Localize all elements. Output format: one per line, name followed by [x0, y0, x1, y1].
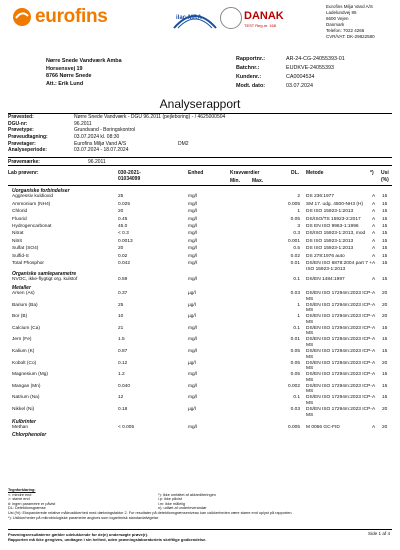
bottom-disclaimer [8, 529, 392, 542]
company-line: Ladelundvej 85 [326, 10, 357, 15]
accreditation-flag: A [372, 194, 376, 200]
accreditation-flag: A [372, 209, 376, 215]
table-row [8, 407, 392, 419]
table-row [8, 384, 392, 396]
uncertainty: 15 [382, 395, 388, 401]
th-dl: DL. [291, 170, 300, 176]
th-min: Min. [230, 178, 240, 184]
result-value: 20 [118, 209, 124, 215]
detection-limit: 1 [297, 314, 300, 320]
accreditation-flag: A [372, 425, 376, 430]
th-uncert-pct: (%) [381, 177, 389, 183]
detection-limit: 0.005 [287, 425, 300, 430]
accreditation-flag: A [372, 314, 376, 320]
result-value: 0.59 [118, 277, 128, 283]
eurofins-logo [12, 6, 108, 28]
result-value: 20 [118, 246, 124, 252]
info-row [8, 127, 392, 134]
report-meta-value: AR-24-CG-24055393-01 [286, 56, 345, 63]
sample-mark-row [8, 157, 392, 166]
company-line: Danmark [326, 22, 345, 27]
method: DS/EN ISO 17294m:2023 ICP-MS [306, 302, 372, 314]
accreditation-flag: A [372, 231, 376, 237]
unit: mg/l [188, 277, 198, 283]
uncertainty: 20 [382, 291, 388, 297]
uncertainty: 15 [382, 201, 388, 207]
address-line: 8766 Nørre Snede [46, 73, 92, 79]
table-row [8, 372, 392, 384]
info-row [8, 147, 392, 154]
method: DS/EN 1484:1997 [306, 277, 345, 283]
report-meta-row [236, 73, 391, 82]
address-line: Att.: Erik Lund [46, 80, 84, 87]
method: DS/EN ISO 17294m:2023 ICP-MS [306, 395, 372, 407]
th-lab: Lab prøvenr: [8, 170, 39, 176]
ilac-text: ilac-MRA [176, 15, 202, 21]
accreditation-flag: A [372, 372, 376, 378]
info-label: Analyseperiode: [8, 147, 47, 154]
report-meta-row [236, 64, 391, 73]
report-meta-label: Kundenr.: [236, 73, 262, 80]
unit: mg/l [188, 325, 198, 331]
company-address [326, 4, 398, 40]
param-name: Calcium (Ca) [12, 325, 40, 331]
detection-limit: 1 [297, 302, 300, 308]
method: DS ISO 15923-1:2013 [306, 246, 354, 252]
table-row [8, 326, 392, 338]
disclaimer-1: Prøvningsresultaterne gælder udelukkende for de(n) undersøgte prøve(r). [8, 531, 149, 537]
param-name: Natrium (Na) [12, 395, 40, 401]
th-lab-id1: 030-2021- [118, 170, 141, 176]
result-value: 12 [118, 395, 124, 401]
detection-limit: 0.02 [290, 253, 300, 259]
param-name: Chlorid [12, 209, 28, 215]
report-meta-label: Rapportnr.: [236, 56, 266, 63]
param-name: NVOC, ikke-flygtigt org. kulstof [12, 277, 78, 283]
uncertainty: 15 [382, 238, 388, 244]
result-value: 0.0013 [118, 238, 133, 244]
result-value: 0.45 [118, 216, 128, 222]
uncert-note: Usi (%): Ekspanderede relative måleusikkerhed med dækningsfaktor 2. For resultater på detektionsgrænseniveau kan usikkerheden være større end oplyst på rapporten. [8, 510, 293, 515]
method: DS/EN ISO 17294m:2023 ICP-MS [306, 291, 372, 302]
info-value: Grundvand - Boringskontrol [74, 127, 136, 134]
uncertainty: 15 [382, 209, 388, 215]
unit: mg/l [188, 223, 198, 229]
uncertainty: 15 [382, 325, 388, 331]
accreditation-flag: A [372, 253, 376, 259]
result-value: 0.18 [118, 407, 128, 413]
unit: mg/l [188, 337, 198, 343]
unit: mg/l [188, 209, 198, 215]
method: DS/EN ISO 17294m:2023 ICP-MS [306, 337, 372, 349]
legend-item: *): Ikke omfattet af akkrediteringen [158, 492, 216, 497]
th-accr: *) [370, 170, 374, 176]
footnotes [8, 488, 392, 520]
unit: mg/l [188, 383, 198, 389]
info-value: Eurofins Miljø Vand A/S [74, 140, 127, 147]
accreditation-flag: A [372, 383, 376, 389]
legend-item: n): udført af underleverandør [158, 506, 207, 511]
result-value: 0.040 [118, 383, 131, 389]
sample-info [8, 113, 392, 154]
method: DS/EN ISO 17294m:2023 ICP-MS [306, 314, 372, 325]
accreditation-flag: A [372, 337, 376, 343]
uncertainty: 15 [382, 216, 388, 222]
accreditation-flag: A [372, 238, 376, 244]
result-value: 1.2 [118, 372, 125, 378]
uncertainty: 15 [382, 372, 388, 378]
page-title: Analyserapport [159, 97, 241, 111]
micro-note: *): Usikkerheder på mikrobiologiske parametre angives som logaritmisk standardafvigelse [8, 515, 159, 520]
uncertainty: 20 [382, 360, 388, 366]
accreditation-flag: A [372, 260, 376, 266]
section-heading: Kulbrinter [12, 418, 36, 425]
detection-limit: 0.05 [290, 216, 300, 222]
info-value: 03.07.2024 - 18.07.2024 [74, 147, 129, 154]
info-label: Prøvetager: [8, 140, 36, 147]
th-method: Metode [306, 170, 324, 176]
table-row [8, 246, 392, 253]
method: DS/EN ISO 17294m:2023 ICP-MS [306, 407, 372, 418]
method: DS/EN ISO 17294m:2023 ICP-MS [306, 325, 372, 337]
unit: mg/l [188, 395, 198, 401]
uncertainty: 20 [382, 314, 388, 320]
legend-item: DL: Detektionsgrænse [8, 506, 46, 511]
param-name: Sulfid-S [12, 253, 29, 259]
table-row [8, 395, 392, 407]
report-meta-value: CA0004534 [286, 73, 315, 80]
results-table [8, 188, 392, 439]
unit: mg/l [188, 194, 198, 200]
detection-limit: 0.1 [293, 325, 300, 331]
danak-sub: TEST Reg.nr. 168 [244, 23, 276, 28]
company-line: CVR/VAT: DK-29822580 [326, 34, 375, 39]
info-label: Prøvested: [8, 114, 34, 121]
param-name: Arsen (As) [12, 291, 35, 297]
logo-text: eurofins [35, 6, 108, 27]
param-name: Methan [12, 425, 28, 430]
method: DS/EN ISO 17294m:2023 ICP-MS [306, 383, 372, 395]
address-line: Nørre Snede Vandværk Amba [46, 58, 122, 64]
legend-left [8, 493, 108, 511]
uncertainty: 15 [382, 223, 388, 229]
detection-limit: 0.03 [290, 291, 300, 297]
info-value: Nørre Snede Vandværk - DGU 96.2011 (pejleboring) - / 4625000504 [74, 114, 226, 121]
table-header [8, 168, 392, 186]
info-label: DGU-nr: [8, 120, 28, 127]
legend-item: #: ingen parametre er påvist [8, 501, 56, 506]
unit: µg/l [188, 407, 196, 413]
result-value: 1.5 [118, 337, 125, 343]
result-value: 45.0 [118, 223, 128, 229]
info-value: 03.07.2024 kl. 08:30 [74, 134, 120, 141]
method: SM 17. udg. 4500-NH3 (H) [306, 201, 364, 207]
method: DS ISO 15923-1:2013 [306, 238, 354, 244]
table-row [8, 217, 392, 224]
company-line: Telefon: 7022 4266 [326, 28, 365, 33]
legend-item: <: mindre end [8, 492, 32, 497]
uncertainty: 15 [382, 383, 388, 389]
section-heading: Chlorphenoler [12, 432, 47, 439]
accreditation-flag: A [372, 201, 376, 207]
accreditation-flag: A [372, 349, 376, 355]
uncertainty: 15 [382, 277, 388, 283]
info-row [8, 114, 392, 121]
param-name: Hydrogencarbonat [12, 223, 52, 229]
param-name: Kobolt (Co) [12, 360, 37, 366]
info-label: Prøvetype: [8, 127, 34, 134]
detection-limit: 0.1 [293, 277, 300, 283]
eurofins-logo-icon [12, 7, 32, 27]
unit: µg/l [188, 291, 196, 297]
legend-heading: Tegnforklaring: [8, 488, 36, 492]
unit: mg/l [188, 260, 198, 266]
unit: mg/l [188, 246, 198, 252]
result-value: 0.025 [118, 201, 131, 207]
detection-limit: 0.5 [293, 246, 300, 252]
result-value: 25 [118, 194, 124, 200]
param-name: Jern (Fe) [12, 337, 32, 343]
accreditation-flag: A [372, 216, 376, 222]
uncertainty: 20 [382, 407, 388, 413]
method: DS 278:1976 auto [306, 253, 345, 259]
unit: µg/l [188, 314, 196, 320]
unit: mg/l [188, 231, 198, 237]
detection-limit: 3 [297, 223, 300, 229]
disclaimer-2: Rapporten må ikke gengives, undtagen i sin helhed, uden prøvningslaboratoriets skriftlige godkendelse. [8, 536, 207, 542]
detection-limit: 0.002 [287, 383, 300, 389]
danak-logo: DANAK [244, 10, 284, 22]
report-meta-row [236, 55, 391, 64]
report-meta-value: EUDKVE-24055393 [286, 65, 334, 72]
info-label: Prøveudtagning: [8, 134, 48, 141]
unit: µg/l [188, 360, 196, 366]
method: DS/ISO/TS 15923-2:2017 [306, 216, 361, 222]
accreditation-flag: A [372, 277, 376, 283]
result-value: 0.042 [118, 260, 131, 266]
company-line: 6600 Vejen [326, 16, 349, 21]
detection-limit: 0.001 [287, 238, 300, 244]
method: DS ISO 15923-1:2013 [306, 209, 354, 215]
unit: mg/l [188, 201, 198, 207]
uncertainty: 20 [382, 425, 388, 430]
unit: mg/l [188, 253, 198, 259]
legend-item: i.m: ikke målelig [158, 501, 186, 506]
info-value: 96.2011 [74, 120, 92, 127]
legend-right [158, 493, 216, 511]
th-limits: Kravværdier [230, 170, 260, 176]
param-name: Total Phosphor [12, 260, 44, 266]
table-row [8, 261, 392, 271]
report-meta [236, 55, 391, 90]
table-row [8, 209, 392, 216]
detection-limit: 0.03 [290, 407, 300, 413]
table-row [8, 314, 392, 326]
report-meta-value: 03.07.2024 [286, 82, 313, 89]
recipient-address [46, 58, 122, 88]
param-name: Bor (B) [12, 314, 28, 320]
unit: mg/l [188, 238, 198, 244]
section-heading: Uorganiske forbindelser [12, 188, 70, 194]
param-name: Mangan (Mn) [12, 383, 41, 389]
uncertainty: 15 [382, 231, 388, 237]
accreditation-flag: A [372, 360, 376, 366]
table-row [8, 277, 392, 284]
sample-mark-label: Prøvemærke: [8, 158, 40, 165]
param-name: Nitrit [12, 238, 22, 244]
table-row [8, 291, 392, 303]
detection-limit: 0.01 [290, 260, 300, 266]
result-value: < 0.005 [118, 425, 135, 430]
uncertainty: 15 [382, 260, 388, 266]
uncertainty: 15 [382, 246, 388, 252]
result-value: 10 [118, 314, 124, 320]
address-line: Horsensvej 19 [46, 65, 83, 72]
detection-limit: 0.3 [293, 231, 300, 237]
unit: µg/l [188, 302, 196, 308]
method: DS EN ISO 9963-1:1996 [306, 223, 359, 229]
param-name: Fluorid [12, 216, 27, 222]
param-name: Sulfat (SO4) [12, 246, 39, 252]
uncertainty: 20 [382, 302, 388, 308]
table-row [8, 194, 392, 201]
legend-item: i.p: ikke påvist [158, 497, 182, 502]
unit: mg/l [188, 216, 198, 222]
info-row [8, 121, 392, 128]
accreditation-flag: A [372, 246, 376, 252]
detection-limit: 0.05 [290, 360, 300, 366]
uncertainty: 15 [382, 337, 388, 343]
section-heading: Metaller [12, 284, 31, 291]
report-meta-row [236, 81, 391, 90]
result-value: 0.12 [118, 360, 128, 366]
method: M 0066 GC-FID [306, 425, 340, 430]
result-value: 25 [118, 302, 124, 308]
info-extra: DM2 [178, 140, 189, 147]
result-value: 0.02 [118, 253, 128, 259]
report-meta-label: Modt. dato: [236, 82, 266, 89]
accreditation-flag: A [372, 291, 376, 297]
th-lab-id2: 01034099 [118, 176, 141, 182]
detection-limit: 0.05 [290, 349, 300, 355]
accreditation-flag: A [372, 223, 376, 229]
table-row [8, 425, 392, 432]
table-row [8, 231, 392, 238]
unit: mg/l [188, 372, 198, 378]
method: DS 236:1977 [306, 194, 335, 200]
result-value: 21 [118, 325, 124, 331]
detection-limit: 0.05 [290, 372, 300, 378]
accreditation-flag: A [372, 395, 376, 401]
detection-limit: 2 [297, 194, 300, 200]
param-name: Magnesium (Mg) [12, 372, 48, 378]
result-value: 0.87 [118, 349, 128, 355]
param-name: Ammonium (NH4) [12, 201, 51, 207]
param-name: Barium (Ba) [12, 302, 38, 308]
table-row [8, 349, 392, 361]
accreditation-flag: A [372, 302, 376, 308]
sample-mark-value: 96.2011 [88, 158, 106, 165]
result-value: < 0.3 [118, 231, 129, 237]
th-uncert: Usi [381, 170, 389, 176]
uncertainty: 15 [382, 194, 388, 200]
company-line: Eurofins Miljø Vand A/S [326, 4, 373, 9]
unit: mg/l [188, 349, 198, 355]
method: DS/EN ISO 17294m:2023 ICP-MS [306, 372, 372, 383]
page-number: Side 1 af 4 [368, 531, 390, 536]
method: DS/ISO 15923-1:2013, mod [306, 231, 366, 237]
param-name: Nitrat [12, 231, 24, 237]
uncertainty: 15 [382, 349, 388, 355]
detection-limit: 0.1 [293, 395, 300, 401]
report-meta-label: Batchnr.: [236, 65, 260, 72]
param-name: Nikkel (Ni) [12, 407, 35, 413]
method: DS/EN ISO 17294m:2023 ICP-MS [306, 349, 372, 360]
th-unit: Enhed [188, 170, 204, 176]
param-name: Aggressiv kuldioxid [12, 194, 54, 200]
accreditation-seal-icon [220, 7, 242, 29]
th-max: Max. [252, 178, 264, 184]
table-row [8, 303, 392, 315]
param-name: Kalium (K) [12, 349, 35, 355]
table-row [8, 254, 392, 261]
table-row [8, 337, 392, 349]
accreditation-flag: A [372, 325, 376, 331]
info-row [8, 134, 392, 141]
detection-limit: 1 [297, 209, 300, 215]
detection-limit: 0.005 [287, 201, 300, 207]
method: DS/EN ISO 17294m:2023 ICP-MS [306, 360, 372, 372]
accreditation-flag: A [372, 407, 376, 413]
section-heading: Organiske samleparametre [12, 270, 77, 277]
method: DS/EN ISO 6878:2004 part 7 + ISO 15923-1:2013 [306, 260, 372, 272]
table-row [8, 361, 392, 373]
detection-limit: 0.01 [290, 337, 300, 343]
uncertainty: 15 [382, 253, 388, 259]
unit: mg/l [188, 425, 198, 430]
legend-item: >: større end [8, 497, 30, 502]
result-value: 0.37 [118, 291, 128, 297]
info-row [8, 140, 392, 147]
